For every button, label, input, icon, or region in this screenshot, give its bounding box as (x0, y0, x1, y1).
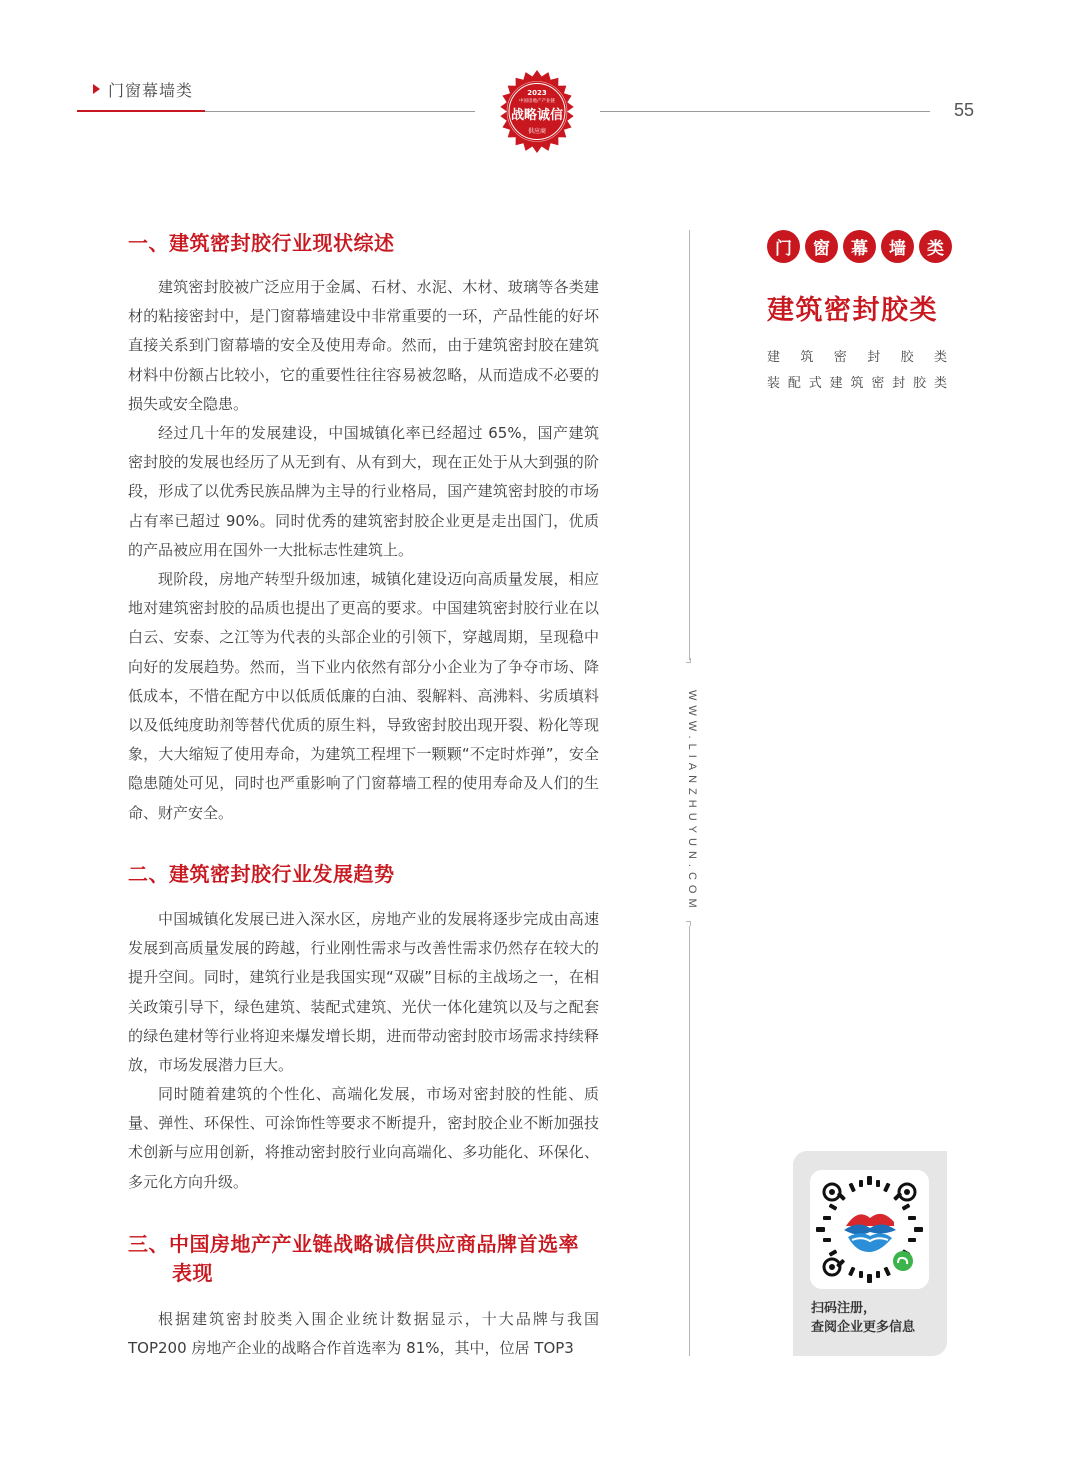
category-char-5: 类 (919, 230, 952, 263)
header-accent-rule (77, 110, 205, 112)
seal-subtitle: 中国房地产产业链 (519, 99, 555, 104)
section-2-paragraph-2: 同时随着建筑的个性化、高端化发展，市场对密封胶的性能、质量、弹性、环保性、可涂饰性等要求不断提升，密封胶企业不断加强技术创新与应用创新，将推动密封胶行业向高端化、多功能化、环保化、多元化方向升级。 (128, 1085, 599, 1191)
category-char-1: 门 (767, 230, 800, 263)
mini-program-code[interactable] (810, 1170, 929, 1289)
strategic-integrity-seal (493, 70, 581, 158)
header-rule-left (205, 111, 475, 112)
divider-upper (689, 230, 690, 660)
section-1-paragraph-1: 建筑密封胶被广泛应用于金属、石材、水泥、木材、玻璃等各类建材的粘接密封中，是门窗幕墙建设中非常重要的一环，产品性能的好坏直接关系到门窗幕墙的安全及使用寿命。然而，由于建筑密封胶在建筑材料中份额占比较小，它的重要性往往容易被忽略，从而造成不必要的损失或安全隐患。 (128, 278, 599, 413)
category-char-4: 墙 (881, 230, 914, 263)
section-1-heading: 一、建筑密封胶行业现状综述 (128, 231, 395, 255)
category-char-2: 窗 (805, 230, 838, 263)
qr-caption-line-2: 查阅企业更多信息 (811, 1320, 916, 1335)
section-1-paragraph-2: 经过几十年的发展建设，中国城镇化率已经超过 65%，国产建筑密封胶的发展也经历了从无到有、从有到大，现在正处于从大到强的阶段，形成了以优秀民族品牌为主导的行业格局，国产建筑密封胶的市场占有率已超过 90%。同时优秀的建筑密封胶企业更是走出国门，优质的产品被应用在国外一大批标志性建筑上。 (128, 424, 599, 559)
qr-caption (811, 1299, 915, 1337)
sidebar-subcategory-1: 建筑密封胶类 (767, 350, 947, 365)
section-2-heading: 二、建筑密封胶行业发展趋势 (128, 862, 395, 886)
seal-year: 2023 (527, 89, 547, 97)
sidebar-title: 建筑密封胶类 (767, 295, 938, 326)
sidebar-subcategory-2: 装配式建筑密封胶类 (767, 376, 947, 391)
divider-lower (689, 926, 690, 1356)
header-rule-right (600, 111, 930, 112)
section-3-heading-line-1: 三、中国房地产产业链战略诚信供应商品牌首选率 (128, 1232, 579, 1256)
category-circle-row (767, 230, 952, 263)
section-3-heading-line-2: 表现 (172, 1261, 213, 1285)
section-3-paragraph-1: 根据建筑密封胶类入围企业统计数据显示，十大品牌与我国 TOP200 房地产企业的战略合作首选率为 81%，其中，位居 TOP3 (128, 1310, 599, 1358)
section-3-heading (128, 1230, 579, 1288)
category-char-3: 幕 (843, 230, 876, 263)
play-triangle-icon (93, 84, 100, 94)
seal-footer: 供应商 (527, 128, 546, 135)
website-vertical-text: WWW.LIANZHUYUN.COM (686, 690, 698, 913)
mini-program-code-icon (810, 1170, 929, 1289)
qr-code-card[interactable] (793, 1151, 947, 1356)
section-1-paragraph-3: 现阶段，房地产转型升级加速，城镇化建设迈向高质量发展，相应地对建筑密封胶的品质也提出了更高的要求。中国建筑密封胶行业在以白云、安泰、之江等为代表的头部企业的引领下，穿越周期，呈现稳中向好的发展趋势。然而，当下业内依然有部分小企业为了争夺市场、降低成本，不惜在配方中以低质低廉的白油、裂解料、高沸料、劣质填料以及低纯度助剂等替代优质的原生料，导致密封胶出现开裂、粉化等现象，大大缩短了使用寿命，为建筑工程埋下一颗颗“不定时炸弹”，安全隐患随处可见，同时也严重影响了门窗幕墙工程的使用寿命及人们的生命、财产安全。 (128, 570, 599, 822)
divider-notch-upper (686, 658, 691, 663)
section-2-paragraph-1: 中国城镇化发展已进入深水区，房地产业的发展将逐步完成由高速发展到高质量发展的跨越，行业刚性需求与改善性需求仍然存在较大的提升空间。同时，建筑行业是我国实现“双碳”目标的主战场之一，在相关政策引导下，绿色建筑、装配式建筑、光伏一体化建筑以及与之配套的绿色建材等行业将迎来爆发增长期，进而带动密封胶市场需求持续释放，市场发展潜力巨大。 (128, 910, 599, 1075)
section-label: 门窗幕墙类 (108, 81, 194, 100)
page-number: 55 (954, 100, 975, 120)
seal-main-text: 战略诚信 (510, 108, 563, 123)
qr-caption-line-1: 扫码注册， (811, 1301, 877, 1316)
